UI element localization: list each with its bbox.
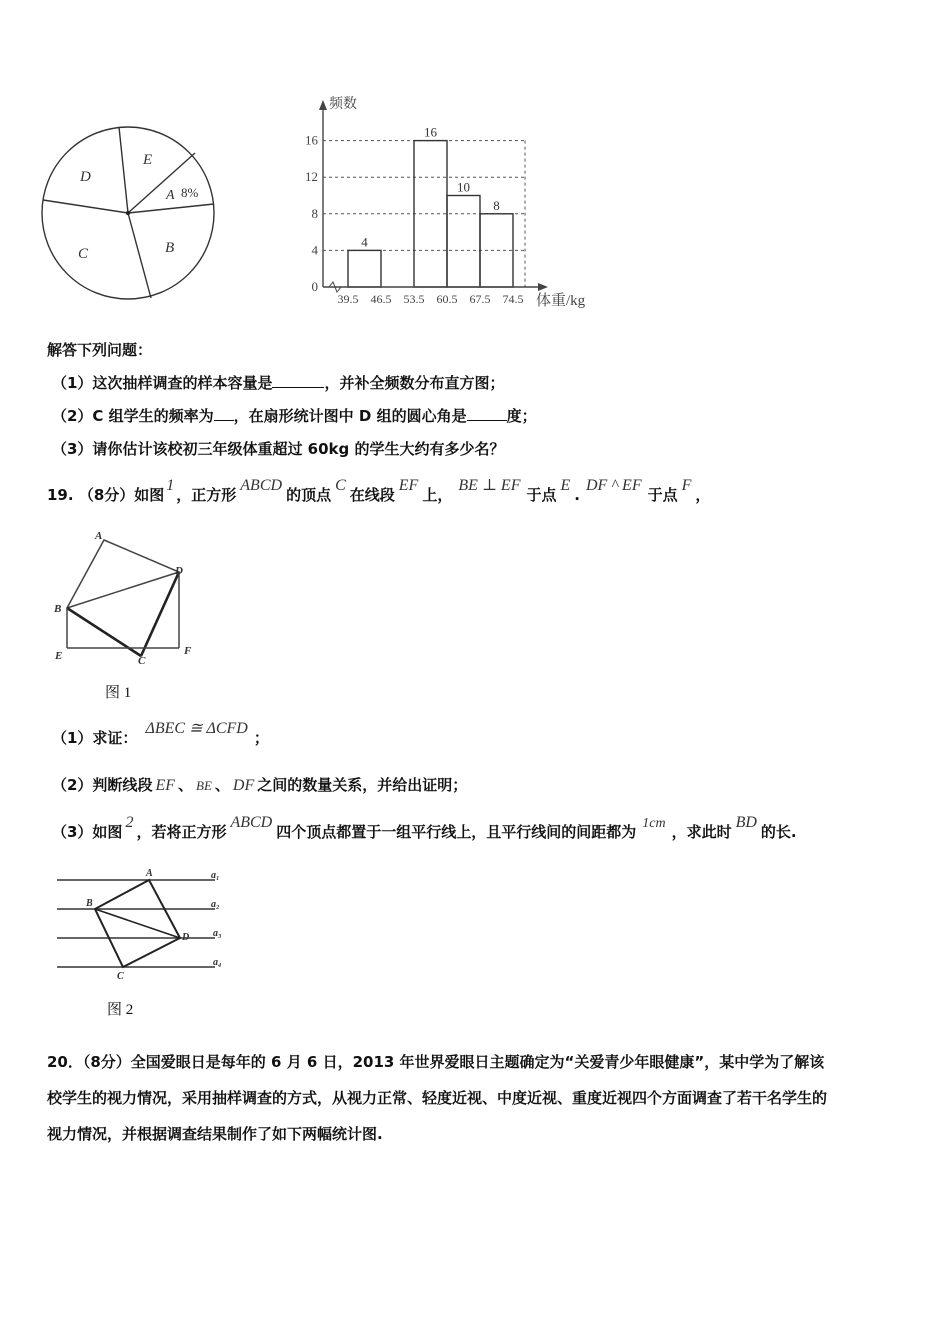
q19-part3-math: BD <box>735 814 757 831</box>
fig2-label-a: A <box>146 868 153 879</box>
figure-2 <box>55 866 235 986</box>
q19-text: 在线段 <box>349 486 395 504</box>
q19-part3-text: 四个顶点都置于一组平行线上，且平行线间的间距都为 <box>276 823 637 841</box>
q19-text: 于点 <box>526 486 557 504</box>
fig1-segment-bc <box>67 608 141 656</box>
pie-label-a: A <box>166 188 175 203</box>
q18-part2-text-c: 度； <box>506 407 537 425</box>
answer-blank[interactable] <box>214 406 234 421</box>
q18-part1 <box>52 372 504 393</box>
fig2-label-c: C <box>117 971 124 982</box>
histogram-x-axis-arrow <box>538 283 548 291</box>
q19-part3-math: ABCD <box>230 814 273 831</box>
q18-part2 <box>52 405 537 426</box>
pie-divider <box>128 204 214 213</box>
histogram-bar-value-label: 10 <box>457 179 470 195</box>
q19-part3 <box>52 814 797 842</box>
histogram-bar-value-label: 4 <box>361 234 368 250</box>
fig1-label-c: C <box>138 655 146 667</box>
q19-fig-ref: 1 <box>166 477 175 494</box>
histogram-y-tick-label: 4 <box>311 242 318 258</box>
histogram-x-tick-label: 60.5 <box>436 292 458 306</box>
q20-line: 校学生的视力情况，采用抽样调查的方式，从视力正常、轻度近视、中度近视、重度近视四个方面调查了若干名学生的 <box>47 1089 828 1107</box>
fig2-label-a2: a₂ <box>211 899 220 910</box>
q19-part3-text: 的长. <box>760 823 797 841</box>
figure-1 <box>45 528 205 673</box>
fig2-label-a3: a₃ <box>213 928 222 939</box>
q19-part1-text: （1）求证： <box>52 729 138 747</box>
q19-part1 <box>52 720 269 748</box>
fig1-label-f: F <box>184 645 192 657</box>
histogram-x-axis-title: 体重/kg <box>536 293 586 309</box>
histogram-y-axis-title: 频数 <box>329 97 357 112</box>
fig1-label-e: E <box>55 650 63 662</box>
pie-label-a-percent: 8% <box>181 185 199 200</box>
histogram-bar <box>480 214 513 287</box>
q19-math: EF <box>398 477 419 494</box>
fig1-segment-cd <box>141 572 179 656</box>
q19-math: BE ⊥ EF <box>458 477 521 494</box>
figure-2-caption: 图 2 <box>107 1002 134 1018</box>
histogram-x-tick-label: 53.5 <box>403 292 425 306</box>
histogram-y-tick-label: 8 <box>311 205 318 221</box>
q19-part2 <box>52 774 467 795</box>
q19-part3-math: 1cm <box>642 816 666 831</box>
q19-part3-text: （3）如图 <box>52 823 123 841</box>
histogram-labels <box>305 95 586 309</box>
q19-part1-text: ； <box>253 729 269 747</box>
fig2-label-a4: a₄ <box>213 957 222 968</box>
answer-blank[interactable] <box>272 373 324 388</box>
fig1-label-d: D <box>175 565 183 577</box>
histogram-x-tick-label: 74.5 <box>502 292 524 306</box>
q18-part1-text-b: ，并补全频数分布直方图； <box>324 374 505 392</box>
pie-divider <box>128 153 195 213</box>
q20-paragraph <box>47 1044 927 1152</box>
pie-label-d: D <box>80 169 91 185</box>
fig2-label-a1: a₁ <box>211 870 220 881</box>
fig2-label-d: D <box>182 932 190 943</box>
histogram-y-tick-label: 12 <box>305 169 318 185</box>
q19-part2-math: DF <box>232 777 255 794</box>
q19-number: 19. <box>47 486 74 504</box>
pie-center <box>126 211 130 215</box>
q19-part2-text: 之间的数量关系，并给出证明； <box>257 776 468 794</box>
q19-part3-fig-ref: 2 <box>125 814 134 831</box>
q20-line: 20．（8分）全国爱眼日是每年的 6 月 6 日，2013 年世界爱眼日主题确定为“关爱青少年眼健康”，某中学为了解该 <box>47 1053 825 1071</box>
histogram-y-axis-arrow <box>319 100 327 110</box>
q19-text: 的顶点 <box>286 486 332 504</box>
q19-text: . <box>574 486 580 504</box>
histogram-bar <box>414 141 447 287</box>
pie-divider <box>119 127 128 213</box>
histogram-bar <box>447 196 480 288</box>
histogram-x-tick-label: 39.5 <box>337 292 359 306</box>
histogram-y-tick-label: 0 <box>311 279 318 294</box>
histogram-x-tick-label: 46.5 <box>370 292 392 306</box>
q19-part2-text: 、 <box>178 776 194 794</box>
q19-math: ABCD <box>240 477 283 494</box>
histogram-y-tick-label: 16 <box>305 132 318 148</box>
answer-blank[interactable] <box>467 406 507 421</box>
pie-label-c: C <box>78 246 89 262</box>
q20-line: 视力情况，并根据调查结果制作了如下两幅统计图. <box>47 1125 383 1143</box>
q19-stem <box>47 477 711 505</box>
q19-math: C <box>335 477 346 494</box>
q19-part2-text: 、 <box>214 776 230 794</box>
fig1-label-a: A <box>95 530 103 542</box>
pie-label-b: B <box>165 240 175 256</box>
pie-divider <box>43 200 128 213</box>
q19-part1-math: ΔBEC ≅ ΔCFD <box>145 720 248 737</box>
q19-text: ，正方形 <box>176 486 237 504</box>
histogram-x-tick-label: 67.5 <box>469 292 491 306</box>
q18-part2-text-a: （2）C 组学生的频率为 <box>52 407 214 425</box>
q19-part2-text: （2）判断线段 <box>52 776 153 794</box>
histogram-bar <box>348 250 381 287</box>
fig1-square <box>67 540 179 656</box>
q18-part1-text-a: （1）这次抽样调查的样本容量是 <box>52 374 273 392</box>
q19-part2-math: BE <box>196 778 212 793</box>
q18-part2-text-b: ，在扇形统计图中 D 组的圆心角是 <box>233 407 467 425</box>
q19-part2-math: EF <box>155 777 175 794</box>
q19-math: F <box>681 477 692 494</box>
q19-text: 上， <box>422 486 453 504</box>
fig1-label-b: B <box>54 603 62 615</box>
q19-part3-text: ，若将正方形 <box>136 823 227 841</box>
q19-text: 于点 <box>647 486 678 504</box>
q18-part3: （3）请你估计该校初三年级体重超过 60kg 的学生大约有多少名？ <box>52 440 505 458</box>
q19-text: （8分）如图 <box>78 486 165 504</box>
histogram-chart <box>296 94 616 316</box>
figure-1-caption: 图 1 <box>105 685 132 701</box>
histogram-bar-value-label: 8 <box>493 197 500 213</box>
histogram-bar-value-label: 16 <box>424 124 437 140</box>
q19-text: ， <box>695 486 711 504</box>
pie-label-e: E <box>143 152 153 168</box>
fig2-label-b: B <box>86 898 93 909</box>
q18-heading: 解答下列问题： <box>47 341 153 359</box>
pie-divider <box>128 213 151 298</box>
q19-part3-text: ，求此时 <box>671 823 732 841</box>
q19-math: E <box>560 477 571 494</box>
pie-chart <box>40 118 220 303</box>
q19-math: DF ^ EF <box>585 477 642 494</box>
